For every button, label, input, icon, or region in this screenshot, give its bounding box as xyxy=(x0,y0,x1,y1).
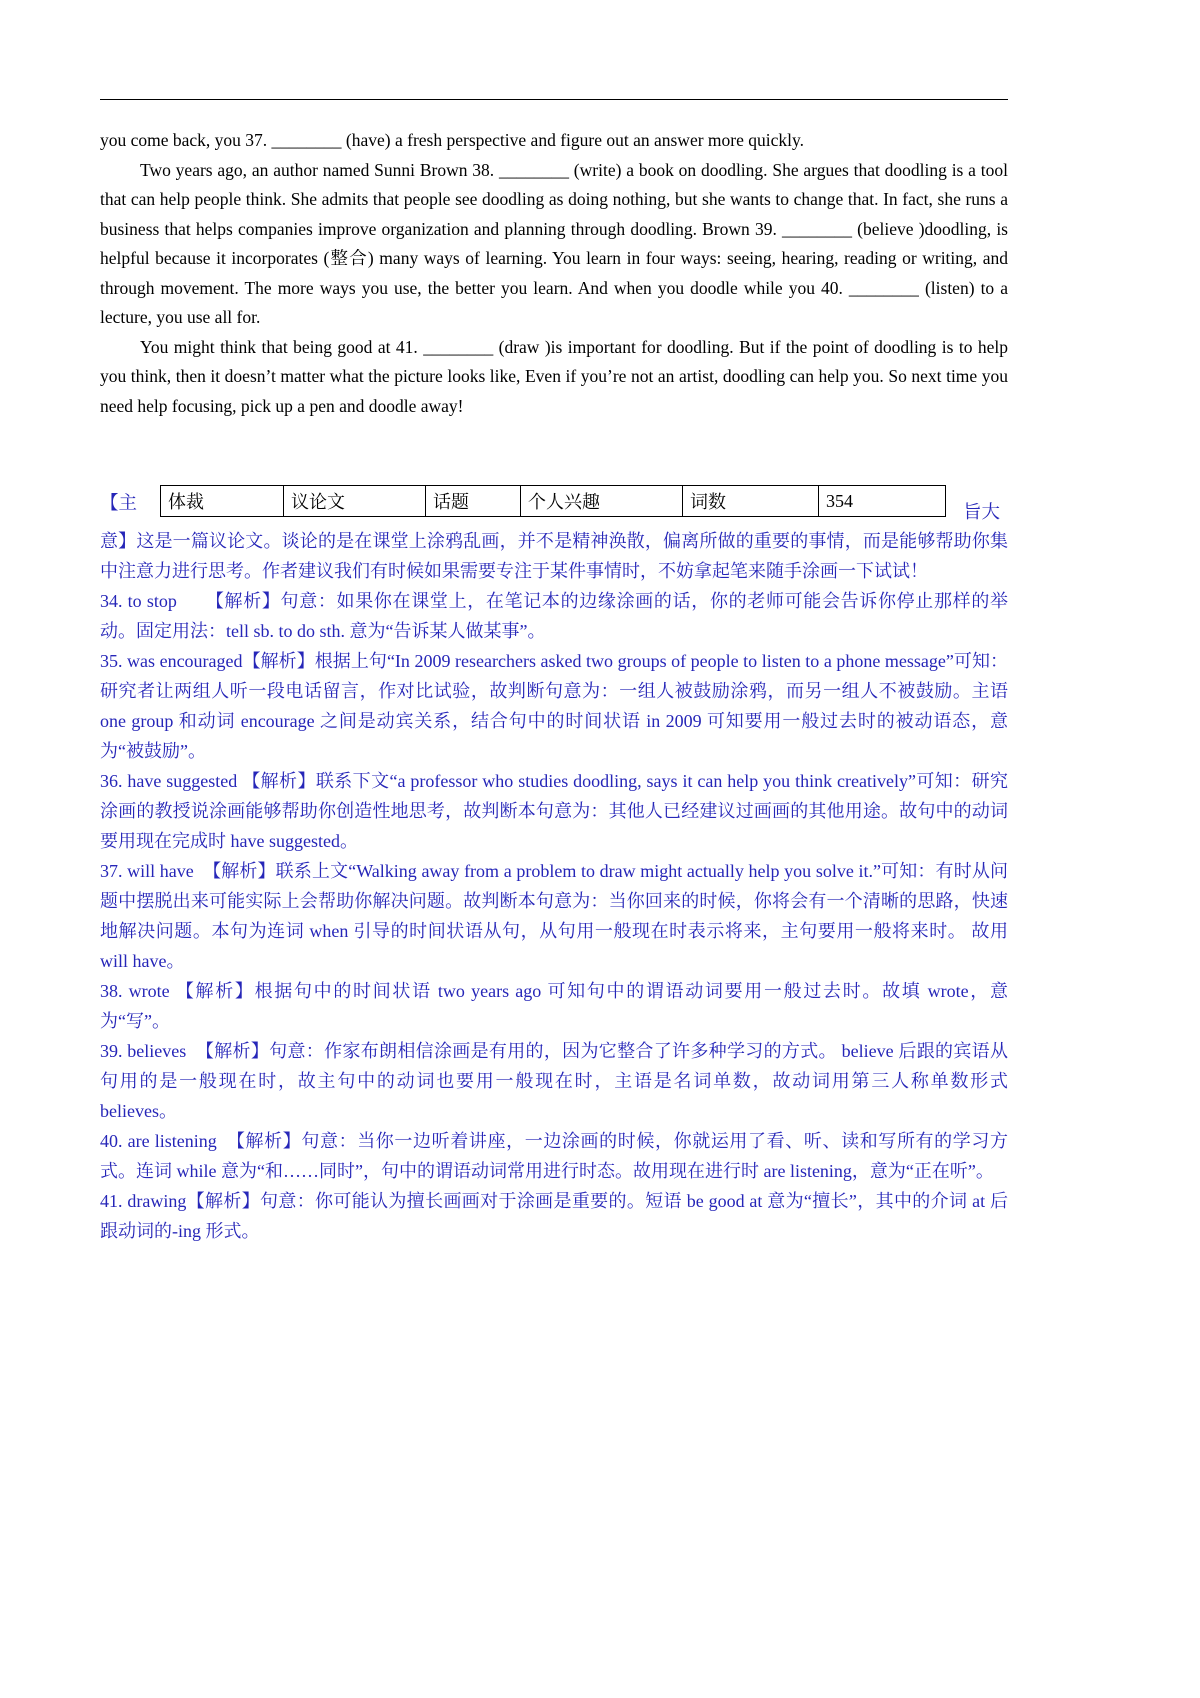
answer-explanations xyxy=(100,586,1008,1246)
answer-item-39: 39. believes 【解析】句意：作家布朗相信涂画是有用的，因为它整合了许多种学习的方式。 believe 后跟的宾语从句用的是一般现在时，故主句中的动词也要用一般现在时，主语是名词单数，故动词用第三人称单数形式 believes。 xyxy=(100,1041,1008,1121)
table-row xyxy=(161,486,946,517)
table-cell-genre-value: 议论文 xyxy=(284,486,426,517)
answer-item-37: 37. will have 【解析】联系上文“Walking away from a problem to draw might actually help you solve it.”可知：有时从问题中摆脱出来可能实际上会帮助你解决问题。故判断本句意为：当你回来的时候，你将会有一个清晰的思路，快速地解决问题。本句为连词 when 引导的时间状语从句，从句用一般现在时表示将来，主句要用一般将来时。 故用 will have。 xyxy=(100,861,1008,971)
table-cell-wordcount-value: 354 xyxy=(819,486,946,517)
passage-paragraph-3: You might think that being good at 41. ________ (draw )is important for doodling. But if the point of doodling is to help you think, then it doesn’t matter what the picture looks like, Even if you’re not an artist, doodling can help you. So next time you need help focusing, pick up a pen and doodle away! xyxy=(100,336,1008,416)
passage-info-table xyxy=(160,485,946,517)
summary-body: 意】这是一篇议论文。谈论的是在课堂上涂鸦乱画，并不是精神涣散，偏离所做的重要的事情，而是能够帮助你集中注意力进行思考。作者建议我们有时候如果需要专注于某件事情时，不妨拿起笔来随手涂画一下试试！ xyxy=(100,531,1008,581)
answer-item-34: 34. to stop 【解析】句意：如果你在课堂上，在笔记本的边缘涂画的话，你的老师可能会告诉你停止那样的举动。固定用法：tell sb. to do sth. 意为“告诉某人做某事”。 xyxy=(100,591,1008,641)
cloze-passage xyxy=(100,126,1008,421)
answer-item-40: 40. are listening 【解析】句意：当你一边听着讲座，一边涂画的时候，你就运用了看、听、读和写所有的学习方式。连词 while 意为“和……同时”，句中的谓语动词常用进行时态。故用现在进行时 are listening，意为“正在听”。 xyxy=(100,1131,1008,1181)
table-cell-topic-label: 话题 xyxy=(426,486,521,517)
answer-item-35: 35. was encouraged【解析】根据上句“In 2009 researchers asked two groups of people to listen to a phone message”可知：研究者让两组人听一段电话留言，作对比试验，故判断句意为：一组人被鼓励涂鸦，而另一组人不被鼓励。主语 one group 和动词 encourage 之间是动宾关系，结合句中的时间状语 in 2009 可知要用一般过去时的被动语态，意为“被鼓励”。 xyxy=(100,651,1008,761)
summary-left-label: 【主 xyxy=(100,494,138,514)
passage-paragraph-2: Two years ago, an author named Sunni Brown 38. ________ (write) a book on doodling. She argues that doodling is a tool that can help people think. She admits that people see doodling as doing nothing, but she wants to change that. In fact, she runs a business that helps companies improve organization and planning through doodling. Brown 39. ________ (believe )doodling, is helpful because it incorporates (整合) many ways of learning. You learn in four ways: seeing, hearing, reading or writing, and through movement. The more ways you use, the better you learn. And when you doodle while you 40. ________ (listen) to a lecture, you use all for. xyxy=(100,159,1008,327)
table-cell-topic-value: 个人兴趣 xyxy=(521,486,683,517)
answer-item-36: 36. have suggested 【解析】联系下文“a professor who studies doodling, says it can help you think creatively”可知：研究涂画的教授说涂画能够帮助你创造性地思考，故判断本句意为：其他人已经建议过画画的其他用途。故句中的动词要用现在完成时 have suggested。 xyxy=(100,771,1008,851)
summary-table-row xyxy=(100,485,1008,523)
table-cell-genre-label: 体裁 xyxy=(161,486,284,517)
answer-item-41: 41. drawing【解析】句意：你可能认为擅长画画对于涂画是重要的。短语 be good at 意为“擅长”，其中的介词 at 后跟动词的-ing 形式。 xyxy=(100,1191,1008,1241)
table-cell-wordcount-label: 词数 xyxy=(683,486,819,517)
passage-paragraph-1: you come back, you 37. ________ (have) a fresh perspective and figure out an answer more quickly. xyxy=(100,130,804,150)
summary-right-label: 旨大 xyxy=(963,503,1001,523)
answer-item-38: 38. wrote 【解析】根据句中的时间状语 two years ago 可知句中的谓语动词要用一般过去时。故填 wrote，意为“写”。 xyxy=(100,981,1008,1031)
header-rule xyxy=(100,99,1008,100)
